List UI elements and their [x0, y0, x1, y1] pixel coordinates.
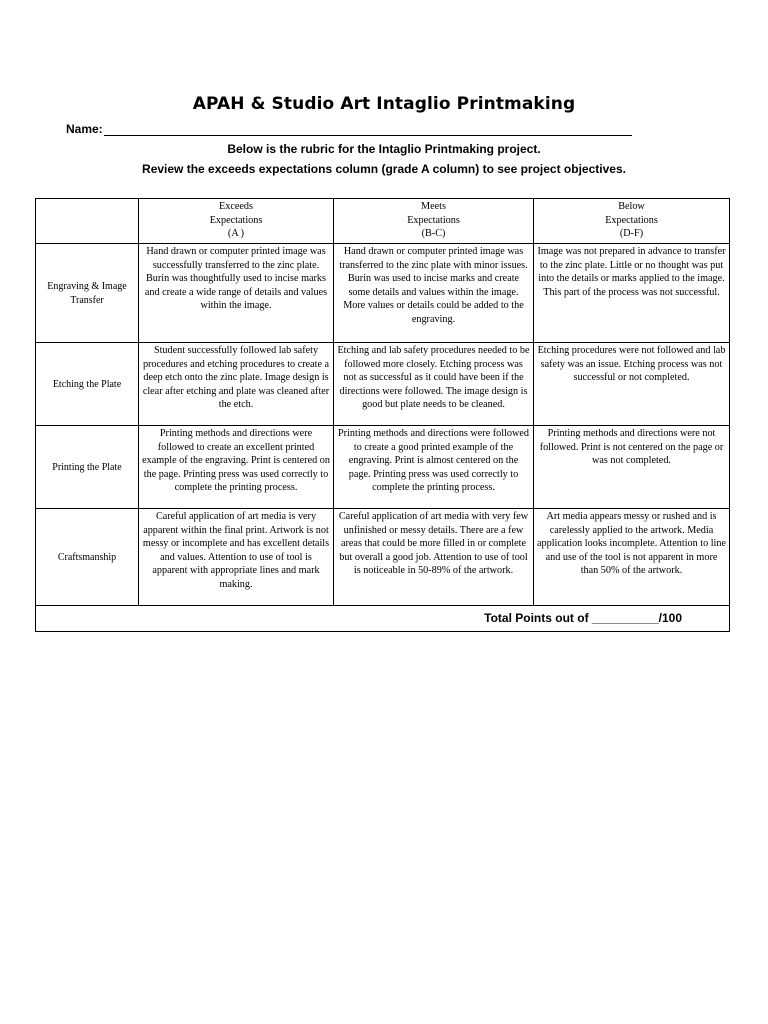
rubric-table	[35, 198, 730, 632]
header-meets-line1: Meets	[421, 201, 446, 212]
intro-line-2: Review the exceeds expectations column (grade A column) to see project objectives.	[142, 162, 626, 176]
criterion-etching: Etching the Plate	[36, 343, 139, 426]
criterion-printing: Printing the Plate	[36, 426, 139, 509]
cell-printing-meets: Printing methods and directions were followed to create a good printed example of the engraving. Print is almost centered on the page. Printing press was used correctly to complete the printing process.	[334, 426, 534, 509]
header-below-line2: Expectations	[605, 214, 658, 226]
cell-engraving-meets: Hand drawn or computer printed image was transferred to the zinc plate with minor issues. Burin was used to incise marks and create some details and values within the image. More values or details could be added to the engraving.	[334, 244, 534, 343]
rubric-row-printing	[36, 426, 730, 509]
header-below	[534, 199, 730, 244]
criterion-craftsmanship: Craftsmanship	[36, 509, 139, 606]
cell-engraving-exceeds: Hand drawn or computer printed image was successfully transferred to the zinc plate. Burin was thoughtfully used to incise marks and create a wide range of details and values within the image.	[139, 244, 334, 343]
header-meets-grade: (B-C)	[421, 228, 446, 240]
header-blank-cell	[36, 199, 139, 244]
header-exceeds	[139, 199, 334, 244]
cell-etching-exceeds: Student successfully followed lab safety procedures and etching procedures to create a deep etch onto the zinc plate. Image design is clear after etching and plate was cleaned after the etch.	[139, 343, 334, 426]
name-blank-line[interactable]	[104, 124, 632, 136]
header-meets-line2: Expectations	[407, 214, 460, 226]
header-exceeds-grade: (A )	[227, 228, 245, 240]
rubric-total-row	[36, 606, 730, 632]
name-label: Name:	[66, 122, 103, 136]
cell-craftsmanship-below: Art media appears messy or rushed and is carelessly applied to the artwork. Media application looks incomplete. Attention to line and use of the tool is not apparent in more than 50% of the artwork.	[534, 509, 730, 606]
cell-printing-exceeds: Printing methods and directions were followed to create an excellent printed example of the engraving. Print is centered on the page. Printing press was used correctly to complete the printing process.	[139, 426, 334, 509]
rubric-header-row	[36, 199, 730, 244]
header-below-line1: Below	[618, 201, 645, 212]
cell-engraving-below: Image was not prepared in advance to transfer to the zinc plate. Little or no thought was put into the details or marks applied to the image. This part of the process was not successful.	[534, 244, 730, 343]
criterion-engraving: Engraving & Image Transfer	[36, 244, 139, 343]
cell-etching-below: Etching procedures were not followed and lab safety was an issue. Etching process was not successful or not completed.	[534, 343, 730, 426]
rubric-row-craftsmanship	[36, 509, 730, 606]
cell-etching-meets: Etching and lab safety procedures needed to be followed more closely. Etching process was not as successful as it could have been if the directions were followed. The image design is good but plate needs to be cleaned.	[334, 343, 534, 426]
header-exceeds-line1: Exceeds	[219, 201, 253, 212]
header-exceeds-line2: Expectations	[209, 214, 263, 226]
cell-craftsmanship-meets: Careful application of art media with very few unfinished or messy details. There are a few areas that could be more filled in or complete but overall a good job. Attention to use of tool is noticeable in 50-89% of the artwork.	[334, 509, 534, 606]
rubric-row-engraving	[36, 244, 730, 343]
name-field[interactable]	[66, 122, 632, 136]
cell-printing-below: Printing methods and directions were not followed. Print is not centered on the page or was not completed.	[534, 426, 730, 509]
rubric-row-etching	[36, 343, 730, 426]
document-title: APAH & Studio Art Intaglio Printmaking	[192, 94, 576, 114]
cell-craftsmanship-exceeds: Careful application of art media is very apparent within the final print. Artwork is not messy or incomplete and has excellent details and values. Attention to use of tool is apparent with appropriate lines and mark making.	[139, 509, 334, 606]
total-points[interactable]: Total Points out of __________/100	[36, 606, 730, 632]
header-below-grade: (D-F)	[619, 228, 644, 240]
intro-line-1: Below is the rubric for the Intaglio Printmaking project.	[227, 142, 541, 156]
header-meets	[334, 199, 534, 244]
